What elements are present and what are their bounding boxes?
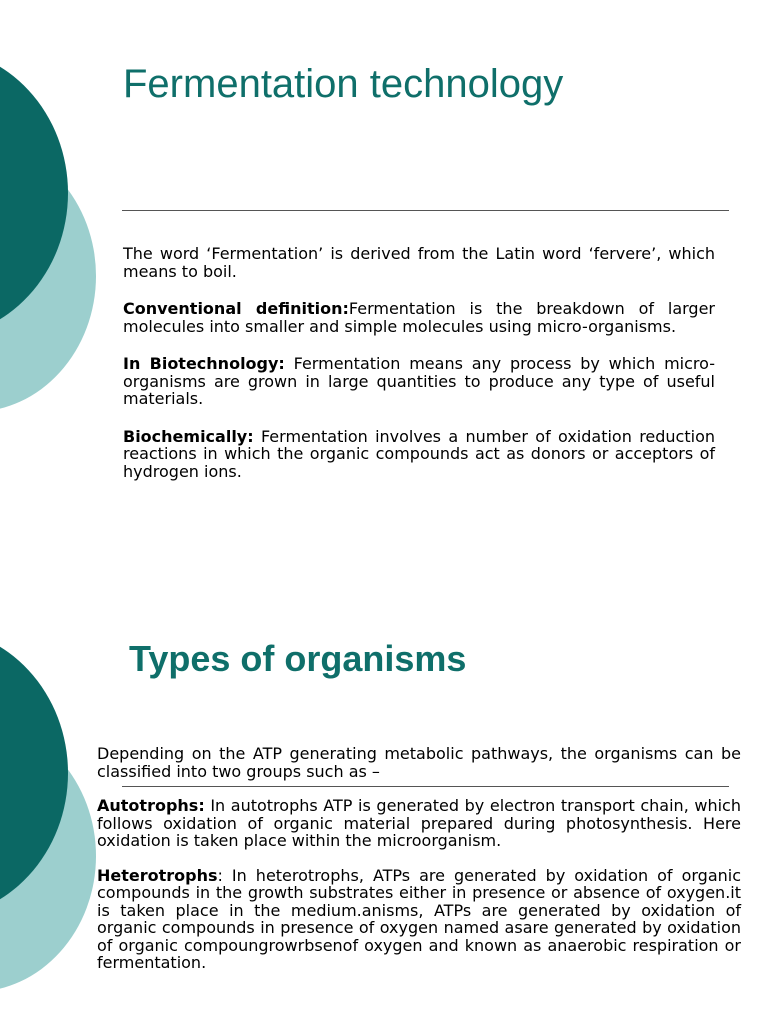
definition-paragraph — [97, 797, 741, 850]
intro-paragraph: The word ‘Fermentation’ is derived from the Latin word ‘fervere’, which means to boil. — [123, 244, 715, 281]
definition-term: Heterotrophs — [97, 865, 218, 885]
slide-title: Types of organisms — [129, 638, 467, 679]
title-divider — [122, 210, 729, 211]
slide-body — [123, 245, 715, 480]
definition-term: Biochemically: — [123, 426, 254, 446]
definition-paragraph — [123, 428, 715, 481]
slide-types-of-organisms — [0, 600, 768, 1024]
slide-body — [97, 745, 741, 972]
definition-text: In autotrophs ATP is generated by electron transport chain, which follows oxidation of organic material prepared during photosynthesis. Here oxidation is taken place within the microorganism. — [97, 796, 741, 850]
definition-paragraph — [123, 300, 715, 335]
definition-term: Autotrophs: — [97, 796, 205, 815]
definition-term: In Biotechnology: — [123, 354, 285, 373]
intro-paragraph: Depending on the ATP generating metabolic pathways, the organisms can be classified into two groups such as – — [97, 744, 741, 781]
definition-text: : In heterotrophs, ATPs are generated by oxidation of organic compounds in the growth substrates either in presence or absence of oxygen.it is taken place in the medium.anisms, ATPs are generated by oxidation of organic compounds in presence of oxygen named asare generated by oxidation of organic compoungrowrbsenof oxygen and known as anaerobic respiration or fermentation. — [97, 865, 741, 972]
definition-term: Conventional definition: — [123, 299, 349, 318]
definition-text: Fermentation is the breakdown of larger molecules into smaller and simple molecules using micro-organisms. — [123, 299, 715, 336]
definition-text: Fermentation means any process by which micro-organisms are grown in large quantities to produce any type of useful materials. — [123, 354, 715, 408]
definition-text: Fermentation involves a number of oxidation reduction reactions in which the organic compounds act as donors or acceptors of hydrogen ions. — [123, 426, 715, 481]
definition-paragraph — [97, 867, 741, 972]
slide-title: Fermentation technology — [123, 62, 564, 106]
definition-paragraph — [123, 355, 715, 408]
